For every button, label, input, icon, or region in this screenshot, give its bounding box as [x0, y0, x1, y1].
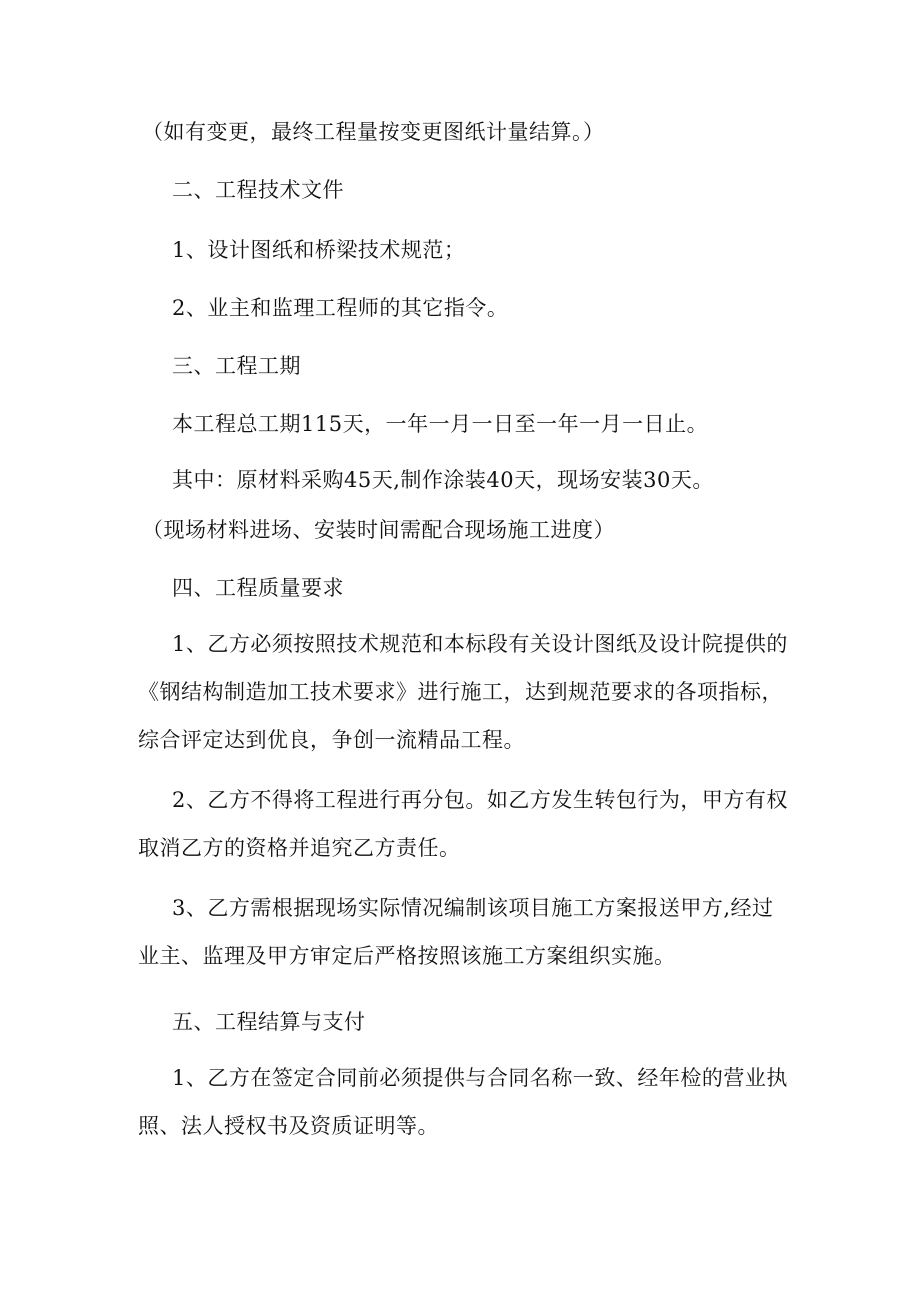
- paragraph-line: 业主、监理及甲方审定后严格按照该施工方案组织实施。: [138, 944, 676, 968]
- section-heading-technical-documents: 二、工程技术文件: [172, 178, 344, 202]
- quality-requirement-3: [138, 884, 798, 980]
- quality-requirement-1: [138, 620, 798, 764]
- section-heading-schedule: 三、工程工期: [172, 354, 301, 378]
- change-note: （如有变更，最终工程量按变更图纸计量结算。）: [142, 120, 605, 144]
- payment-requirement-1: [138, 1054, 798, 1150]
- technical-document-item-2: 2、业主和监理工程师的其它指令。: [172, 296, 509, 320]
- section-heading-settlement-payment: 五、工程结算与支付: [172, 1010, 366, 1034]
- paragraph-line: 《钢结构制造加工技术要求》进行施工，达到规范要求的各项指标，: [138, 680, 783, 704]
- paragraph-line: 1、乙方必须按照技术规范和本标段有关设计图纸及设计院提供的: [172, 632, 788, 656]
- quality-requirement-2: [138, 776, 798, 872]
- schedule-total-duration: 本工程总工期115天，一年一月一日至一年一月一日止。: [172, 412, 709, 436]
- paragraph-line: 2、乙方不得将工程进行再分包。如乙方发生转包行为，甲方有权: [172, 788, 788, 812]
- paragraph-line: 照、法人授权书及资质证明等。: [138, 1114, 439, 1138]
- section-heading-quality: 四、工程质量要求: [172, 576, 344, 600]
- paragraph-line: 取消乙方的资格并追究乙方责任。: [138, 836, 461, 860]
- site-schedule-note: （现场材料进场、安装时间需配合现场施工进度）: [142, 518, 615, 542]
- paragraph-line: 综合评定达到优良，争创一流精品工程。: [138, 728, 525, 752]
- paragraph-line: 3、乙方需根据现场实际情况编制该项目施工方案报送甲方,经过: [172, 896, 774, 920]
- technical-document-item-1: 1、设计图纸和桥梁技术规范；: [172, 238, 466, 262]
- schedule-breakdown: 其中：原材料采购45天,制作涂装40天，现场安装30天。: [172, 468, 714, 492]
- paragraph-line: 1、乙方在签定合同前必须提供与合同名称一致、经年检的营业执: [172, 1066, 788, 1090]
